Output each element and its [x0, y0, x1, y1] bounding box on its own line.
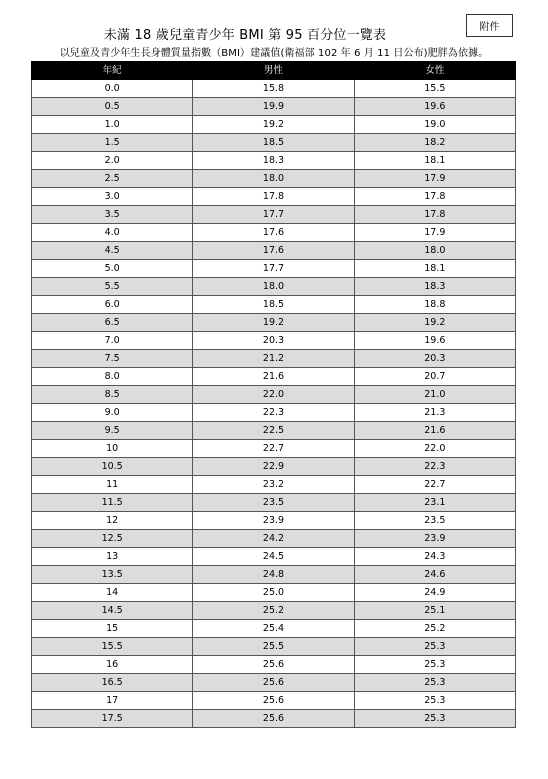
table-row — [32, 134, 516, 152]
female-bmi-cell: 19.6 — [354, 332, 515, 350]
age-cell: 17.5 — [32, 710, 193, 728]
female-bmi-cell: 25.1 — [354, 602, 515, 620]
male-bmi-cell: 18.5 — [193, 134, 354, 152]
table-row — [32, 692, 516, 710]
table-row — [32, 242, 516, 260]
age-cell: 17 — [32, 692, 193, 710]
age-cell: 14 — [32, 584, 193, 602]
table-row — [32, 656, 516, 674]
age-cell: 1.5 — [32, 134, 193, 152]
female-bmi-cell: 25.3 — [354, 674, 515, 692]
table-row — [32, 368, 516, 386]
male-bmi-cell: 18.0 — [193, 170, 354, 188]
table-row — [32, 494, 516, 512]
age-cell: 7.0 — [32, 332, 193, 350]
male-bmi-cell: 25.6 — [193, 656, 354, 674]
attachment-label: 附件 — [466, 14, 513, 37]
male-bmi-cell: 17.6 — [193, 242, 354, 260]
table-row — [32, 638, 516, 656]
table-header-row — [32, 62, 516, 80]
female-bmi-cell: 22.7 — [354, 476, 515, 494]
female-bmi-cell: 20.3 — [354, 350, 515, 368]
female-bmi-cell: 25.2 — [354, 620, 515, 638]
table-row — [32, 530, 516, 548]
age-cell: 0.5 — [32, 98, 193, 116]
table-row — [32, 224, 516, 242]
table-row — [32, 710, 516, 728]
table-row — [32, 98, 516, 116]
female-bmi-cell: 17.8 — [354, 206, 515, 224]
male-bmi-cell: 23.9 — [193, 512, 354, 530]
table-row — [32, 260, 516, 278]
male-bmi-cell: 22.3 — [193, 404, 354, 422]
age-cell: 15 — [32, 620, 193, 638]
male-bmi-cell: 23.5 — [193, 494, 354, 512]
female-bmi-cell: 25.3 — [354, 692, 515, 710]
male-bmi-cell: 21.2 — [193, 350, 354, 368]
table-row — [32, 440, 516, 458]
female-bmi-cell: 22.0 — [354, 440, 515, 458]
female-bmi-cell: 19.0 — [354, 116, 515, 134]
female-bmi-cell: 17.9 — [354, 170, 515, 188]
age-cell: 4.5 — [32, 242, 193, 260]
age-cell: 10.5 — [32, 458, 193, 476]
female-bmi-cell: 23.1 — [354, 494, 515, 512]
age-cell: 9.5 — [32, 422, 193, 440]
female-bmi-cell: 21.0 — [354, 386, 515, 404]
male-bmi-cell: 20.3 — [193, 332, 354, 350]
table-row — [32, 386, 516, 404]
female-bmi-cell: 19.6 — [354, 98, 515, 116]
table-row — [32, 674, 516, 692]
male-bmi-cell: 22.7 — [193, 440, 354, 458]
header-male: 男性 — [193, 62, 354, 80]
male-bmi-cell: 22.5 — [193, 422, 354, 440]
female-bmi-cell: 24.6 — [354, 566, 515, 584]
age-cell: 13.5 — [32, 566, 193, 584]
male-bmi-cell: 22.9 — [193, 458, 354, 476]
age-cell: 12 — [32, 512, 193, 530]
table-row — [32, 296, 516, 314]
table-row — [32, 458, 516, 476]
male-bmi-cell: 15.8 — [193, 80, 354, 98]
bmi-table — [31, 61, 516, 728]
male-bmi-cell: 24.8 — [193, 566, 354, 584]
age-cell: 14.5 — [32, 602, 193, 620]
page-title: 未滿 18 歲兒童青少年 BMI 第 95 百分位一覽表 — [103, 28, 387, 43]
male-bmi-cell: 22.0 — [193, 386, 354, 404]
female-bmi-cell: 22.3 — [354, 458, 515, 476]
age-cell: 15.5 — [32, 638, 193, 656]
header-age: 年紀 — [32, 62, 193, 80]
table-row — [32, 476, 516, 494]
female-bmi-cell: 18.0 — [354, 242, 515, 260]
male-bmi-cell: 21.6 — [193, 368, 354, 386]
age-cell: 10 — [32, 440, 193, 458]
female-bmi-cell: 18.8 — [354, 296, 515, 314]
male-bmi-cell: 19.2 — [193, 314, 354, 332]
male-bmi-cell: 25.4 — [193, 620, 354, 638]
female-bmi-cell: 17.8 — [354, 188, 515, 206]
male-bmi-cell: 25.6 — [193, 692, 354, 710]
age-cell: 6.5 — [32, 314, 193, 332]
age-cell: 6.0 — [32, 296, 193, 314]
age-cell: 3.0 — [32, 188, 193, 206]
female-bmi-cell: 18.1 — [354, 260, 515, 278]
female-bmi-cell: 25.3 — [354, 656, 515, 674]
female-bmi-cell: 18.1 — [354, 152, 515, 170]
table-row — [32, 620, 516, 638]
table-row — [32, 512, 516, 530]
female-bmi-cell: 18.3 — [354, 278, 515, 296]
female-bmi-cell: 17.9 — [354, 224, 515, 242]
age-cell: 8.5 — [32, 386, 193, 404]
table-row — [32, 584, 516, 602]
table-row — [32, 566, 516, 584]
male-bmi-cell: 25.6 — [193, 710, 354, 728]
female-bmi-cell: 23.9 — [354, 530, 515, 548]
table-row — [32, 116, 516, 134]
male-bmi-cell: 18.3 — [193, 152, 354, 170]
age-cell: 3.5 — [32, 206, 193, 224]
male-bmi-cell: 24.2 — [193, 530, 354, 548]
female-bmi-cell: 24.3 — [354, 548, 515, 566]
age-cell: 4.0 — [32, 224, 193, 242]
male-bmi-cell: 23.2 — [193, 476, 354, 494]
table-row — [32, 278, 516, 296]
male-bmi-cell: 18.0 — [193, 278, 354, 296]
age-cell: 1.0 — [32, 116, 193, 134]
female-bmi-cell: 25.3 — [354, 638, 515, 656]
male-bmi-cell: 17.8 — [193, 188, 354, 206]
table-row — [32, 350, 516, 368]
female-bmi-cell: 21.6 — [354, 422, 515, 440]
male-bmi-cell: 25.0 — [193, 584, 354, 602]
age-cell: 2.5 — [32, 170, 193, 188]
age-cell: 0.0 — [32, 80, 193, 98]
male-bmi-cell: 17.7 — [193, 260, 354, 278]
male-bmi-cell: 18.5 — [193, 296, 354, 314]
age-cell: 8.0 — [32, 368, 193, 386]
table-row — [32, 332, 516, 350]
table-row — [32, 548, 516, 566]
female-bmi-cell: 25.3 — [354, 710, 515, 728]
table-row — [32, 80, 516, 98]
male-bmi-cell: 19.9 — [193, 98, 354, 116]
age-cell: 11 — [32, 476, 193, 494]
age-cell: 2.0 — [32, 152, 193, 170]
male-bmi-cell: 25.5 — [193, 638, 354, 656]
table-row — [32, 404, 516, 422]
age-cell: 7.5 — [32, 350, 193, 368]
page-subtitle: 以兒童及青少年生長身體質量指數（BMI）建議值(衛福部 102 年 6 月 11 日公布)肥胖為依據。 — [59, 48, 489, 59]
male-bmi-cell: 17.7 — [193, 206, 354, 224]
female-bmi-cell: 21.3 — [354, 404, 515, 422]
female-bmi-cell: 23.5 — [354, 512, 515, 530]
age-cell: 5.0 — [32, 260, 193, 278]
female-bmi-cell: 24.9 — [354, 584, 515, 602]
female-bmi-cell: 20.7 — [354, 368, 515, 386]
male-bmi-cell: 19.2 — [193, 116, 354, 134]
female-bmi-cell: 18.2 — [354, 134, 515, 152]
male-bmi-cell: 25.6 — [193, 674, 354, 692]
age-cell: 16.5 — [32, 674, 193, 692]
age-cell: 13 — [32, 548, 193, 566]
male-bmi-cell: 25.2 — [193, 602, 354, 620]
age-cell: 5.5 — [32, 278, 193, 296]
header-female: 女性 — [354, 62, 515, 80]
male-bmi-cell: 24.5 — [193, 548, 354, 566]
table-row — [32, 188, 516, 206]
male-bmi-cell: 17.6 — [193, 224, 354, 242]
table-row — [32, 314, 516, 332]
age-cell: 9.0 — [32, 404, 193, 422]
table-row — [32, 602, 516, 620]
table-row — [32, 206, 516, 224]
female-bmi-cell: 19.2 — [354, 314, 515, 332]
age-cell: 11.5 — [32, 494, 193, 512]
table-row — [32, 422, 516, 440]
table-row — [32, 152, 516, 170]
age-cell: 12.5 — [32, 530, 193, 548]
age-cell: 16 — [32, 656, 193, 674]
female-bmi-cell: 15.5 — [354, 80, 515, 98]
table-row — [32, 170, 516, 188]
